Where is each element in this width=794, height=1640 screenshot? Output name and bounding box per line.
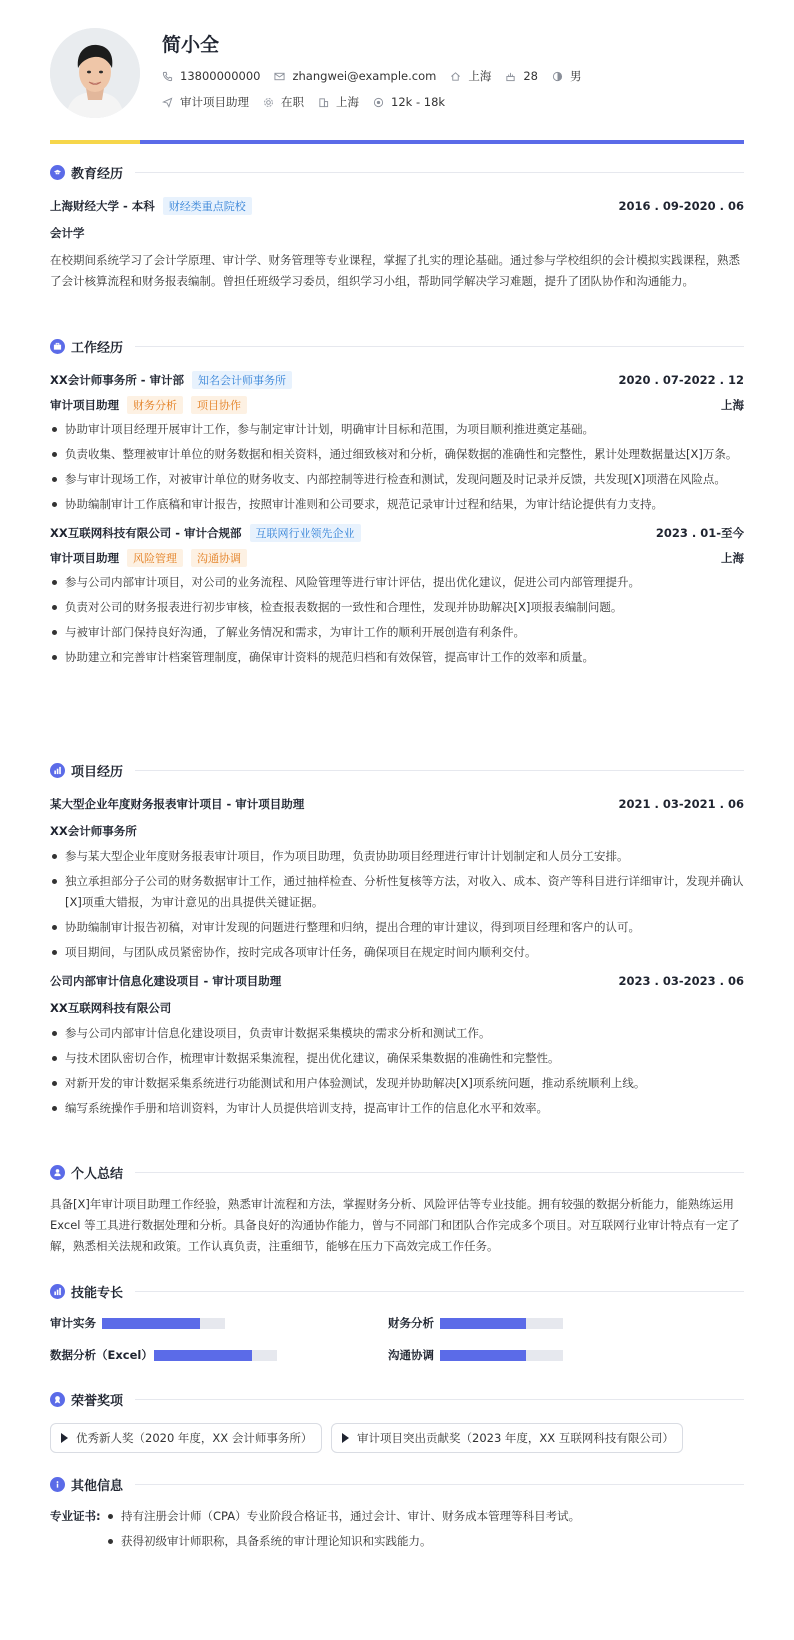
list-item: 负责收集、整理被审计单位的财务数据和相关资料，通过细致核对和分析，确保数据的准确性和完整性，累计处理数据量达[X]万条。 — [50, 444, 744, 465]
certificates-label: 专业证书: — [50, 1509, 101, 1523]
gear-icon — [263, 97, 274, 108]
candidate-name: 简小全 — [162, 34, 220, 56]
gender-text: 男 — [569, 69, 582, 83]
role-tag: 沟通协调 — [191, 549, 247, 567]
work-date: 2020 . 07-2022 . 12 — [618, 373, 744, 387]
company-tag: 互联网行业领先企业 — [250, 524, 361, 542]
projects-header — [50, 760, 744, 780]
play-icon — [342, 1433, 349, 1443]
list-item: 协助建立和完善审计档案管理制度，确保审计资料的规范归档和有效保管，提高审计工作的效率和质量。 — [50, 647, 744, 668]
info-icon — [50, 1477, 65, 1492]
other-section — [50, 1474, 744, 1556]
project-org: XX会计师事务所 — [50, 824, 137, 838]
project-row — [50, 971, 744, 991]
salary-item — [373, 95, 445, 109]
work-bullets — [50, 572, 744, 668]
location-item — [450, 68, 491, 84]
summary-section — [50, 1162, 744, 1257]
list-item: 参与公司内部审计项目，对公司的业务流程、风险管理等进行审计评估，提出优化建议，促进公司内部管理提升。 — [50, 572, 744, 593]
role-tag: 财务分析 — [127, 396, 183, 414]
status-text: 在职 — [281, 95, 304, 109]
list-item: 负责对公司的财务报表进行初步审核，检查报表数据的一致性和合理性，发现并协助解决[X]项报表编制问题。 — [50, 597, 744, 618]
education-title: 教育经历 — [71, 166, 124, 182]
send-icon — [162, 97, 173, 108]
project-name: 某大型企业年度财务报表审计项目 - 审计项目助理 — [50, 797, 305, 811]
skill-bar — [102, 1318, 225, 1329]
work-bullets — [50, 419, 744, 515]
company-name: XX会计师事务所 - 审计部 — [50, 373, 185, 387]
honors-title: 荣誉奖项 — [71, 1393, 124, 1409]
project-item — [50, 971, 744, 1119]
company-name: XX互联网科技有限公司 - 审计合规部 — [50, 526, 242, 540]
avatar — [50, 28, 140, 118]
job-target-item — [162, 94, 249, 110]
phone-icon — [162, 71, 173, 82]
email-item — [274, 69, 436, 83]
graduation-cap-icon — [50, 165, 65, 180]
project-date: 2023 . 03-2023 . 06 — [618, 974, 744, 988]
skill-label: 沟通协调 — [388, 1348, 434, 1362]
work-company-row — [50, 523, 744, 543]
project-bullets — [50, 1023, 744, 1119]
major: 会计学 — [50, 226, 85, 240]
skill-item — [388, 1347, 434, 1363]
chart-icon — [50, 1284, 65, 1299]
projects-title: 项目经历 — [71, 764, 124, 780]
role-tag: 风险管理 — [127, 549, 183, 567]
school-tag: 财经类重点院校 — [163, 197, 252, 215]
education-desc: 在校期间系统学习了会计学原理、审计学、财务管理等专业课程，掌握了扎实的理论基础。通过参与学校组织的会计模拟实践课程，熟悉了会计核算流程和财务报表编制。曾担任班级学习委员，组织学习小组，帮助同学解决学习难题，提升了团队协作和沟通能力。 — [50, 253, 740, 288]
skill-bar-fill — [102, 1318, 200, 1329]
project-bullets — [50, 846, 744, 963]
work-section — [50, 336, 744, 672]
age-item — [505, 69, 538, 83]
building-icon — [318, 97, 329, 108]
honor-text: 审计项目突出贡献奖（2023 年度，XX 互联网科技有限公司） — [357, 1431, 674, 1445]
list-item: 参与某大型企业年度财务报表审计项目，作为项目助理，负责协助项目经理进行审计计划制定和人员分工安排。 — [50, 846, 744, 867]
user-icon — [50, 1165, 65, 1180]
list-item: 参与公司内部审计信息化建设项目，负责审计数据采集模块的需求分析和测试工作。 — [50, 1023, 744, 1044]
phone-number: 13800000000 — [180, 69, 261, 83]
work-company-row — [50, 370, 744, 390]
role-tag: 项目协作 — [191, 396, 247, 414]
summary-title: 个人总结 — [71, 1166, 124, 1182]
email-address: zhangwei@example.com — [292, 69, 437, 83]
work-header — [50, 336, 744, 356]
other-title: 其他信息 — [71, 1478, 124, 1494]
skill-bar — [440, 1350, 563, 1361]
mail-icon — [274, 71, 285, 82]
skill-item — [50, 1347, 153, 1363]
list-item: 获得初级审计师职称，具备系统的审计理论知识和实践能力。 — [106, 1531, 580, 1552]
work-item — [50, 523, 744, 668]
list-item: 与被审计部门保持良好沟通，了解业务情况和需求，为审计工作的顺利开展创造有利条件。 — [50, 622, 744, 643]
gender-icon — [552, 71, 563, 82]
location-text: 上海 — [468, 69, 492, 83]
phone-item — [162, 69, 260, 83]
skill-bar-fill — [440, 1318, 526, 1329]
list-item: 参与审计现场工作，对被审计单位的财务收支、内部控制等进行检查和测试，发现问题及时记录并反馈，共发现[X]项潜在风险点。 — [50, 469, 744, 490]
chart-icon — [50, 763, 65, 778]
skill-label: 数据分析（Excel） — [50, 1348, 153, 1362]
work-role-row — [50, 395, 744, 415]
job-target-text: 审计项目助理 — [180, 95, 249, 109]
coin-icon — [373, 97, 384, 108]
skill-bar — [440, 1318, 563, 1329]
header-divider — [50, 140, 744, 144]
honor-text: 优秀新人奖（2020 年度，XX 会计师事务所） — [76, 1431, 313, 1445]
city-text: 上海 — [336, 95, 359, 109]
list-item: 持有注册会计师（CPA）专业阶段合格证书，通过会计、审计、财务成本管理等科目考试。 — [106, 1506, 580, 1527]
contact-row — [162, 68, 595, 84]
honors-section — [50, 1389, 744, 1459]
list-item: 协助编制审计报告初稿，对审计发现的问题进行整理和归纳，提出合理的审计建议，得到项目经理和客户的认可。 — [50, 917, 744, 938]
skills-section — [50, 1281, 744, 1361]
list-item: 协助编制审计工作底稿和审计报告，按照审计准则和公司要求，规范记录审计过程和结果，为审计结论提供有力支持。 — [50, 494, 744, 515]
other-header — [50, 1474, 744, 1494]
status-item — [263, 94, 304, 110]
certificates-row — [50, 1506, 744, 1556]
company-tag: 知名会计师事务所 — [192, 371, 292, 389]
skill-label: 审计实务 — [50, 1316, 96, 1330]
project-item — [50, 794, 744, 963]
education-header — [50, 162, 744, 182]
work-city: 上海 — [721, 398, 744, 412]
honors-header — [50, 1389, 744, 1409]
list-item: 独立承担部分子公司的财务数据审计工作，通过抽样检查、分析性复核等方法，对收入、成本、资产等科目进行详细审计，发现并确认[X]项重大错报，为审计意见的出具提供关键证据。 — [50, 871, 744, 913]
skill-item — [50, 1315, 96, 1331]
work-title: 工作经历 — [71, 340, 124, 356]
list-item: 与技术团队密切合作，梳理审计数据采集流程，提出优化建议，确保采集数据的准确性和完整性。 — [50, 1048, 744, 1069]
education-section — [50, 162, 744, 292]
summary-text: 具备[X]年审计项目助理工作经验，熟悉审计流程和方法，掌握财务分析、风险评估等专业技能。拥有较强的数据分析能力，能熟练运用 Excel 等工具进行数据处理和分析。具备良好的沟通协作能力，曾与不同部门和团队合作完成多个项目。对互联网行业审计特点有一定了解，熟悉相关法规和政策。工作认真负责，注重细节，能够在压力下高效完成工作任务。 — [50, 1197, 740, 1253]
skills-title: 技能专长 — [71, 1285, 124, 1301]
skill-label: 财务分析 — [388, 1316, 434, 1330]
education-date: 2016 . 09-2020 . 06 — [618, 199, 744, 213]
list-item: 对新开发的审计数据采集系统进行功能测试和用户体验测试，发现并协助解决[X]项系统问题，推动系统顺利上线。 — [50, 1073, 744, 1094]
projects-section — [50, 760, 744, 1123]
home-icon — [450, 71, 461, 82]
work-date: 2023 . 01-至今 — [655, 526, 744, 540]
project-org: XX互联网科技有限公司 — [50, 1001, 172, 1015]
cake-icon — [505, 71, 516, 82]
list-item: 编写系统操作手册和培训资料，为审计人员提供培训支持，提高审计工作的信息化水平和效率。 — [50, 1098, 744, 1119]
resume-header — [50, 0, 744, 132]
play-icon — [61, 1433, 68, 1443]
honor-item — [331, 1423, 683, 1453]
job-intent-row — [162, 94, 459, 110]
award-icon — [50, 1392, 65, 1407]
project-row — [50, 794, 744, 814]
summary-header — [50, 1162, 744, 1182]
work-item — [50, 370, 744, 515]
list-item: 项目期间，与团队成员紧密协作，按时完成各项审计任务，确保项目在规定时间内顺利交付。 — [50, 942, 744, 963]
project-date: 2021 . 03-2021 . 06 — [618, 797, 744, 811]
gender-item — [552, 68, 582, 84]
briefcase-icon — [50, 339, 65, 354]
work-role-row — [50, 548, 744, 568]
skill-bar — [154, 1350, 277, 1361]
work-city: 上海 — [721, 551, 744, 565]
school-name: 上海财经大学 - 本科 — [50, 199, 155, 213]
education-row — [50, 196, 744, 216]
skill-bar-fill — [440, 1350, 526, 1361]
role: 审计项目助理 — [50, 551, 119, 565]
skill-bar-fill — [154, 1350, 252, 1361]
skills-header — [50, 1281, 744, 1301]
honor-item — [50, 1423, 322, 1453]
salary-text: 12k - 18k — [391, 95, 446, 109]
skill-item — [388, 1315, 434, 1331]
certificate-list — [106, 1506, 580, 1556]
project-name: 公司内部审计信息化建设项目 - 审计项目助理 — [50, 974, 282, 988]
list-item: 协助审计项目经理开展审计工作，参与制定审计计划，明确审计目标和范围，为项目顺利推进奠定基础。 — [50, 419, 744, 440]
age-text: 28 — [523, 69, 538, 83]
city-item — [318, 94, 359, 110]
role: 审计项目助理 — [50, 398, 119, 412]
